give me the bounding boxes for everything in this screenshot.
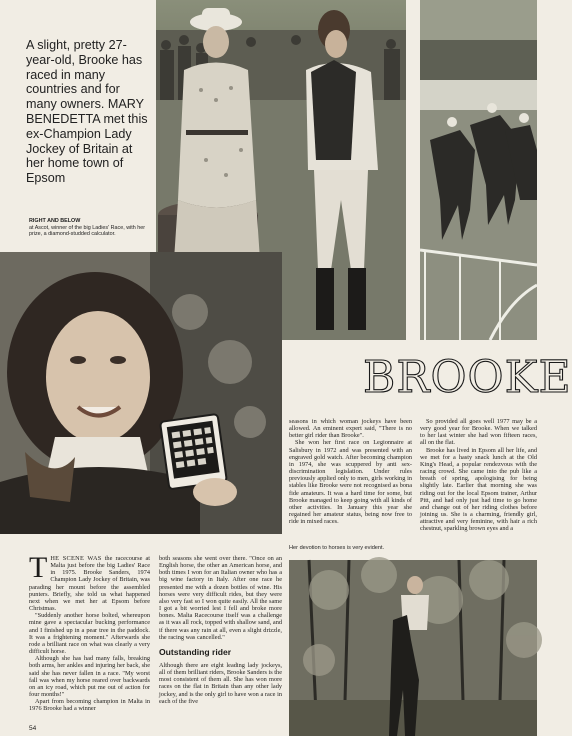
column-2-paragraph: both seasons she went over there. "Once on an English horse, the other an American horse, and both times I won for an Italian owner who has a big wine factory in Italy. After one race he presented me with a dozen bottles of wine. His horses were very difficult rides, but they were also very fast so I won quite easily. All the same I got a bit worried lest I fell and broke more bones. Malta Racecourse itself was a challenge as it was all rock, topped with shallow sand, and if there was any rain at all, even a slight drizzle, the racing was cancelled." bbox=[159, 555, 282, 641]
column-4-paragraph: Brooke has lived in Epsom all her life, and we met for a hasty snack lunch at the Old King's Head, a popular rendezvous with the racing crowd. She came into the pub like a breath of spring, apologising for being slightly late. Earlier that morning she was riding out for the local Epsom trainer, Arthur Pitt, and had only just had time to go home and change out of her riding clothes before joining us. She is a charming, friendly girl, attractive and very feminine, with hair a rich chestnut, sparkling brown eyes and a bbox=[420, 446, 537, 533]
column-4-paragraph: So provided all goes well 1977 may be a very good year for Brooke. When we talked to her last winter she had won fifteen races, all on the flat. bbox=[420, 418, 537, 447]
article-column-2 bbox=[159, 555, 282, 705]
article-column-1 bbox=[29, 551, 150, 713]
photo-portrait-circle bbox=[0, 252, 282, 534]
photo-caption-top bbox=[29, 218, 153, 238]
photo-horse-race bbox=[420, 0, 537, 340]
drop-cap: T bbox=[29, 551, 48, 584]
lead-in: HE SCENE WAS bbox=[50, 555, 102, 562]
subheading: Outstanding rider bbox=[159, 646, 232, 657]
article-column-4 bbox=[420, 418, 537, 533]
column-1-paragraph: "Suddenly another horse bolted, whereupon mine gave a spectacular bucking performance and I finished up in a pear tree in the paddock. It was a frightening moment." Afterwards she rode a brilliant race on what was clearly a very difficult horse. bbox=[29, 612, 150, 656]
column-2-paragraph: Although there are eight leading lady jockeys, all of them brilliant riders, Brooke Sanders is the most consistent of them all. She has won more races on the flat in Britain than any other lady jockey, and is the only girl to have won a race in each of the five bbox=[159, 661, 282, 705]
column-1-paragraph: Although she has had many falls, breaking both arms, her ankles and injuring her back, she said she has never fallen in a race. "My worst fall was when my horse reared over backwards on an icy road, which put me out of action for four months!" bbox=[29, 655, 150, 698]
column-3-paragraph: seasons in which woman jockeys have been allowed. An eminent expert said, "There is no better girl rider than Brooke". bbox=[289, 418, 412, 440]
page-number: 54 bbox=[29, 725, 37, 732]
caption-lead: RIGHT AND BELOW bbox=[29, 218, 81, 224]
intro-text: A slight, pretty 27-year-old, Brooke has raced in many countries and for many owners. MARY BENEDETTA met this ex-Champion Lady Jockey of Britain at her home town of Epsom bbox=[26, 38, 148, 186]
photo-riding-woods bbox=[289, 560, 537, 736]
column-1-paragraph: Apart from becoming champion in Malta in 1976 Brooke had a winner bbox=[29, 698, 150, 713]
article-column-3 bbox=[289, 418, 412, 525]
caption-text: at Ascot, winner of the big Ladies' Race, with her prize, a diamond-studded calculator. bbox=[29, 224, 146, 238]
photo-caption-bottom: Her devotion to horses is very evident. bbox=[289, 545, 385, 551]
article-title: BROOKE bbox=[363, 352, 572, 403]
column-3-paragraph: She won her first race on Legionnaire at Salisbury in 1972 and was presented with an engraved gold watch. After becoming champion in 1974, she was scuppered by anti sex-discrimination legislation. Under rules previously applied only to men, girls working in stables like Brooke were not recognised as bona fide amateurs. It was a hard time for some, but Brooke managed to keep going with all kinds of other activities. In January this year she regained her amateur status, being now free to ride in mixed races. bbox=[289, 439, 412, 526]
column-1-paragraph: THE SCENE WAS the racecourse at Malta just before the big Ladies' Race in 1975. Brooke Sanders, 1974 Champion Lady Jockey of Britain, was parading her mount before the assembled punters. Briefly, she told us what happened next when we met her at Epsom before Christmas. bbox=[29, 551, 150, 613]
